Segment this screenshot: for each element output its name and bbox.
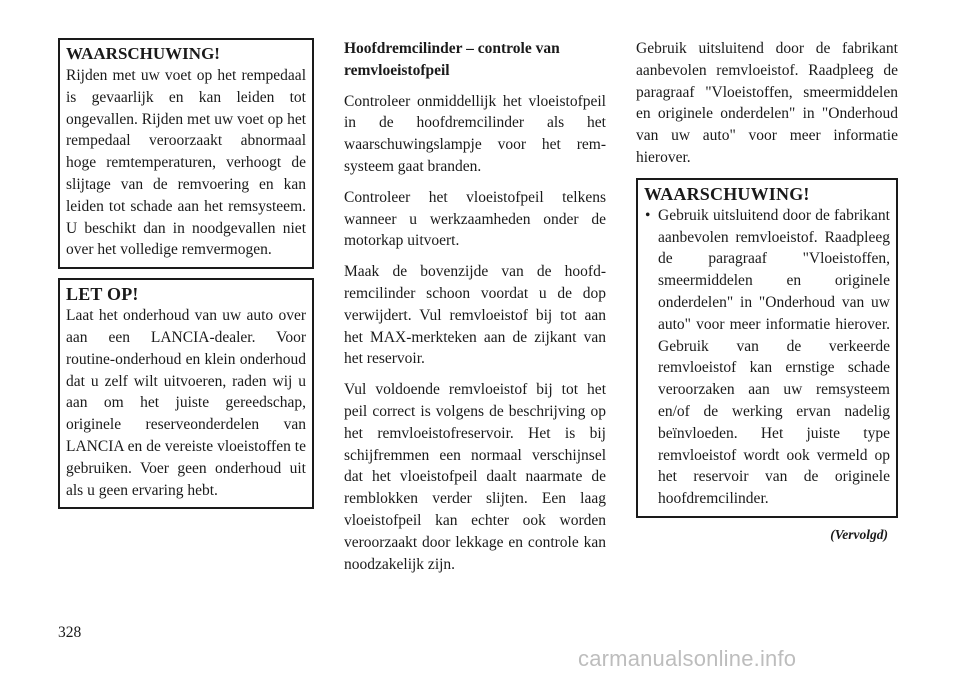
section-heading: Hoofdremcilinder – controle van remvloeistofpeil [344,40,560,79]
paragraph: Maak de bovenzijde van de hoofdremcilinder schoon voordat u de dop verwijdert. Vul remvloeistof bij tot aan het MAX-merkteken aan de zijkant van het reservoir. [344,263,606,368]
warning-title: WAARSCHUWING! [644,183,810,204]
caution-box-maintenance [58,278,314,509]
paragraph: Vul voldoende remvloeistof bij tot het peil correct is volgens de beschrijving op het remvloeistofreservoir. Het is bij schijfremmen een normaal verschijnsel dat het vloeistofpeil daalt naarmate de remblokken verder slijten. Een laag vloeistofpeil kan echter ook worden veroorzaakt door lekkage en controle kan noodzakelijk zijn. [344,381,606,573]
list-item [644,205,890,510]
column-middle [344,38,606,584]
warning-list [644,205,890,510]
caution-title: LET OP! [66,284,139,305]
column-right [636,38,898,543]
paragraph: Controleer onmiddellijk het vloeistofpeil in de hoofdremcilinder als het waarschuwingslampje voor het remsysteem gaat branden. [344,92,606,175]
continued-label: (Vervolgd) [830,526,888,542]
page-number: 328 [58,624,82,641]
warning-title: WAARSCHUWING! [66,44,220,63]
column-left [58,38,314,518]
list-item-text: Gebruik uitsluitend door de fabrikant aanbevolen remvloeistof. Raadpleeg de paragraaf "Vloeistoffen, smeermiddelen en originele onderdelen" in "Onderhoud van uw auto" voor meer informatie hierover. Gebruik van de verkeerde remvloeistof kan ernstige schade veroorzaken aan uw remsysteem en/of de werking ervan nadelig beïnvloeden. Het juiste type remvloeistof wordt ook vermeld op het reservoir van de originele hoofdremcilinder. [658,206,890,508]
intro-paragraph: Gebruik uitsluitend door de fabrikant aanbevolen remvloeistof. Raadpleeg de paragraaf "Vloeistoffen, smeermiddelen en originele onderdelen" in "Onderhoud van uw auto" voor meer informatie hierover. [636,40,898,166]
warning-box-brake-fluid [636,178,898,518]
paragraph: Controleer het vloeistofpeil telkens wanneer u werkzaamheden onder de motorkap uitvoert. [344,188,606,250]
warning-box-brake-pedal [58,38,314,269]
warning-text: Rijden met uw voet op het rempedaal is gevaarlijk en kan leiden tot ongevallen. Rijden met uw voet op het rempedaal veroorzaakt abnormaal hoge remtemperaturen, verhoogt de slijtage van de remvoering en kan leiden tot schade aan het remsysteem. U beschikt dan in noodgevallen niet over het volledige remvermogen. [66,67,306,259]
caution-text: Laat het onderhoud van uw auto over aan een LANCIA-dealer. Voor routine-onderhoud en klein onderhoud dat u zelf wilt uitvoeren, raden wij u aan om het juiste gereedschap, originele reserveonderdelen van LANCIA en de vereiste vloeistoffen te gebruiken. Voer geen onderhoud uit als u geen ervaring hebt. [66,307,306,499]
bullet-icon: • [645,206,651,224]
watermark: carmanualsonline.info [578,646,797,671]
